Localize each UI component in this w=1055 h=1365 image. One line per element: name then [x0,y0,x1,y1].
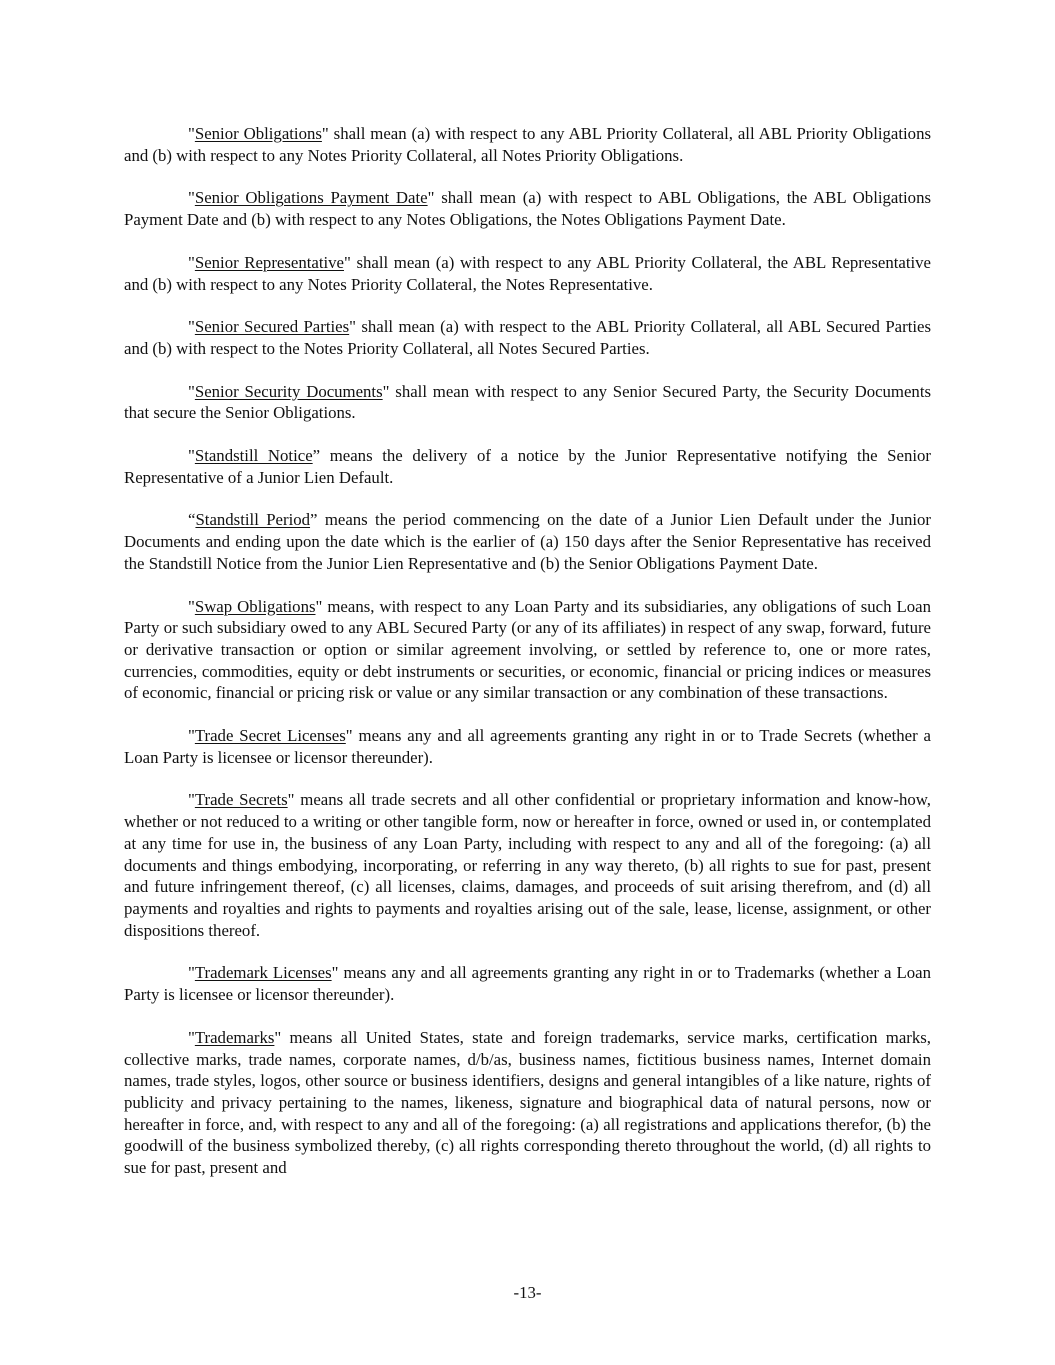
definition-paragraph [124,445,931,488]
definition-open-quote: " [188,790,195,810]
definition-paragraph [124,123,931,166]
definition-paragraph [124,509,931,574]
definition-text: " shall mean with respect to any Senior Secured Party, the Security Documents that secure the Senior Obligations. [124,381,932,423]
defined-term: Trademark Licenses [194,963,332,983]
definition-text: " shall mean (a) with respect to ABL Obligations, the ABL Obligations Payment Date and (b) with respect to any Notes Obligations, the Notes Obligations Payment Date. [124,188,931,230]
definition-text: " shall mean (a) with respect to any ABL Priority Collateral, all ABL Priority Obligations and (b) with respect to any Notes Priority Collateral, all Notes Priority Obligations. [124,124,931,165]
definitions-section [124,123,931,1200]
definition-paragraph [124,725,931,768]
definition-open-quote: " [188,317,195,337]
definition-paragraph [124,1027,931,1179]
definition-open-quote: " [188,446,195,466]
defined-term: Trade Secrets [194,790,288,810]
defined-term: Senior Representative [194,252,344,272]
definition-open-quote: “ [188,510,196,530]
definition-text: " shall mean (a) with respect to the ABL Priority Collateral, all ABL Secured Parties and (b) with respect to the Notes Priority Collateral, all Notes Secured Parties. [124,317,931,358]
defined-term: Swap Obligations [194,596,316,616]
definition-open-quote: " [188,963,195,983]
definition-paragraph [124,316,931,359]
defined-term: Standstill Notice [194,446,313,466]
definition-text: ” means the delivery of a notice by the Junior Representative notifying the Senior Representative of a Junior Lien Default. [124,446,931,487]
definition-paragraph [124,789,931,941]
definition-open-quote: " [188,726,195,746]
definition-paragraph [124,962,931,1005]
definition-open-quote: " [188,596,195,616]
definition-open-quote: " [188,188,195,208]
definition-text: " means any and all agreements granting any right in or to Trade Secrets (whether a Loan Party is licensee or licensor thereunder). [124,726,931,767]
defined-term: Senior Obligations Payment Date [194,188,428,208]
definition-open-quote: " [188,1027,195,1047]
page-number: -13- [513,1283,542,1302]
definition-text: ” means the period commencing on the date of a Junior Lien Default under the Junior Documents and ending upon the date which is the earlier of (a) 150 days after the Senior Representative has received the Standstill Notice from the Junior Lien Representative and (b) the Senior Obligations Payment Date. [124,510,931,573]
definition-open-quote: " [188,381,195,401]
definition-paragraph [124,252,931,295]
definition-open-quote: " [188,124,195,143]
definition-text: " means any and all agreements granting any right in or to Trademarks (whether a Loan Party is licensee or licensor thereunder). [124,963,931,1005]
definition-open-quote: " [188,252,195,272]
definition-paragraph [124,381,931,424]
defined-term: Trademarks [194,1027,275,1047]
defined-term: Senior Security Documents [194,381,383,401]
definition-paragraph [124,596,931,705]
defined-term: Senior Obligations [194,124,322,143]
definition-paragraph [124,187,931,230]
definition-text: " means all trade secrets and all other confidential or proprietary information and know-how, whether or not reduced to a writing or other tangible form, now or hereafter in force, owned or used in, or contemplated at any time for use in, the business of any Loan Party, including with respect to any and all of the foregoing: (a) all documents and things embodying, incorporating, or referring in any way thereto, (b) all rights to sue for past, present and future infringement thereof, (c) all licenses, claims, damages, and proceeds of suit arising therefrom, and (d) all payments and royalties and rights to payments and royalties arising out of the sale, lease, license, assignment, or other dispositions thereof. [124,790,931,940]
definition-text: " means all United States, state and foreign trademarks, service marks, certification marks, collective marks, trade names, corporate names, d/b/as, business names, fictitious business names, Internet domain names, trade styles, logos, other source or business identifiers, designs and general intangibles of a like nature, rights of publicity and privacy pertaining to the names, likeness, signature and biographical data of natural persons, now or hereafter in force, and, with respect to any and all of the foregoing: (a) all registrations and applications therefor, (b) the goodwill of the business symbolized thereby, (c) all rights corresponding thereto throughout the world, (d) all rights to sue for past, present and [124,1027,931,1178]
defined-term: Trade Secret Licenses [194,726,346,746]
defined-term: Standstill Period [195,510,311,530]
defined-term: Senior Secured Parties [194,317,350,337]
definition-text: " shall mean (a) with respect to any ABL Priority Collateral, the ABL Representative and (b) with respect to any Notes Priority Collateral, the Notes Representative. [124,252,931,294]
definition-text: " means, with respect to any Loan Party and its subsidiaries, any obligations of such Loan Party or such subsidiary owed to any ABL Secured Party (or any of its affiliates) in respect of any swap, forward, future or derivative transaction or option or similar agreement involving, or settled by reference to, one or more rates, currencies, commodities, equity or debt instruments or securities, or economic, financial or pricing indices or measures of economic, financial or pricing risk or value or any similar transaction or any combination of these transactions. [124,596,931,703]
